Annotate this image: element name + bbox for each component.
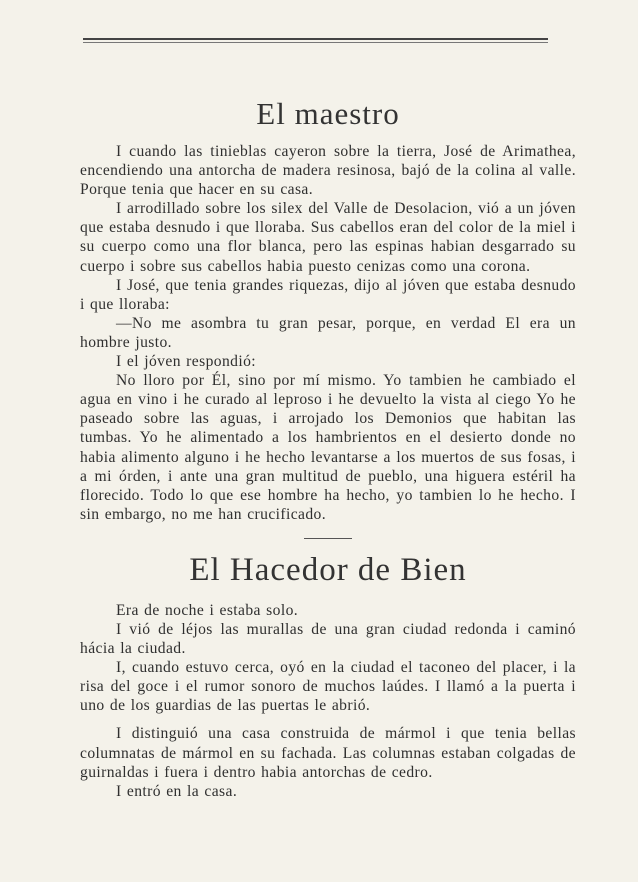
paragraph: I, cuando estuvo cerca, oyó en la ciudad el taconeo del placer, i la risa del goce i el rumor sonoro de muchos laúdes. I llamó a la puerta i uno de los guardias de las puertas le abrió. — [80, 659, 576, 715]
paragraph: No lloro por Él, sino por mí mismo. Yo tambien he cambiado el agua en vino i he curado al leproso i he devuelto la vista al ciego Yo he paseado sobre las aguas, i arrojado los Demonios que habitan las tumbas. Yo he alimentado a los hambrientos en el desierto donde no habia alimento alguno i he hecho levantarse a los muertos de sus fosas, i a mi órden, i ante una gran multitud de pueblo, una higuera estéril ha florecido. Todo lo que ese hombre ha hecho, yo tambien lo he hecho. I sin embargo, no me han crucificado. — [80, 372, 576, 523]
paragraph: I el jóven respondió: — [116, 353, 257, 371]
top-rule-thin — [83, 42, 548, 43]
paragraph: I arrodillado sobre los silex del Valle de Desolacion, vió a un jóven que estaba desnudo i que lloraba. Sus cabellos eran del color de la miel i su cuerpo como una flor blanca, pero las espinas habian desgarrado su cuerpo i sobre sus cabellos habia puesto cenizas como una corona. — [80, 200, 576, 275]
text-column — [80, 94, 576, 801]
paragraph: I entró en la casa. — [116, 782, 238, 800]
section-separator — [304, 538, 352, 539]
paragraph: Era de noche i estaba solo. — [116, 601, 299, 619]
story-title-el-hacedor-de-bien: El Hacedor de Bien — [189, 551, 467, 588]
paragraph: I vió de léjos las murallas de una gran ciudad redonda i caminó hácia la ciudad. — [80, 620, 576, 658]
paragraph: I distinguió una casa construida de mármol i que tenia bellas columnatas de mármol en su fachada. Las columnas estaban colgadas de guirnaldas i fuera i dentro habia antorchas de cedro. — [80, 725, 576, 781]
paragraph: —No me asombra tu gran pesar, porque, en verdad El era un hombre justo. — [80, 314, 576, 351]
story-title-el-maestro: El maestro — [256, 96, 400, 131]
paragraph-gap — [80, 715, 576, 724]
paragraph: I José, que tenia grandes riquezas, dijo al jóven que estaba desnudo i que lloraba: — [80, 276, 576, 313]
paragraph: I cuando las tinieblas cayeron sobre la tierra, José de Arimathea, encendiendo una antorcha de madera resinosa, bajó de la colina al valle. Porque tenia que hacer en su casa. — [80, 143, 576, 199]
top-rule — [83, 38, 548, 40]
